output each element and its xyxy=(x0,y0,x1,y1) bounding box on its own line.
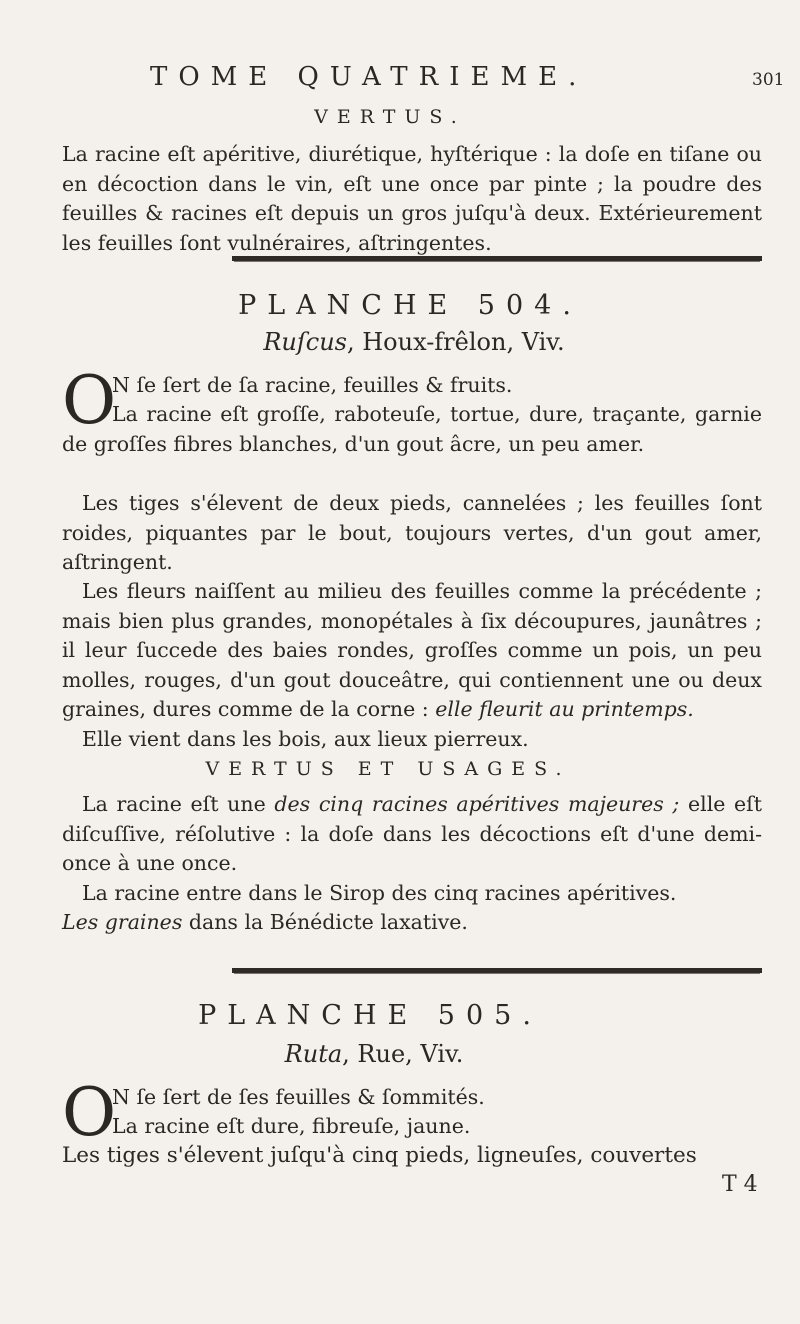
plate-504-virtue-2: La racine entre dans le Sirop des cinq racines apéritives. xyxy=(82,881,677,905)
plate-505-common-name: , Rue, Viv. xyxy=(342,1040,464,1068)
section-heading-vertus: VERTUS. xyxy=(314,106,466,128)
plate-504-first-line: N ſe ſert de ſa racine, feuilles & fruits. xyxy=(112,373,513,397)
plate-504-virtues-heading: VERTUS ET USAGES. xyxy=(205,758,571,780)
plate-504-flowers-text: Les fleurs naiſſent au milieu des feuilles comme la précédente ; mais bien plus grandes, monopétales à ſix découpures, jaunâtres ; il leur ſuccede des baies rondes, groſſes comme un pois, un peu molles, rouges, d'un gout douceâtre, qui contiennent une ou deux graines, dures comme de la corne : xyxy=(62,579,762,721)
plate-504-name xyxy=(14,328,800,356)
plate-504-virtue-3-italic: Les graines xyxy=(62,910,183,934)
intro-paragraph: La racine eſt apéritive, diurétique, hyſtérique : la doſe en tiſane ou en décoction dans le vin, eſt une once par pinte ; la poudre des feuilles & racines eſt depuis un gros juſqu'à deux. Extérieurement les feuilles ſont vulnéraires, aſtringentes. xyxy=(62,142,762,255)
plate-504-habitat: Elle vient dans les bois, aux lieux pierreux. xyxy=(82,727,529,751)
plate-504-virtue-1-b: elle eſt diſcuſſive, réſolutive : la doſe dans les décoctions eſt d'une demi-once à une once. xyxy=(62,792,762,875)
plate-504-root-paragraph: La racine eſt groſſe, raboteuſe, tortue, dure, traçante, garnie de groſſes fibres blanches, d'un gout âcre, un peu amer. xyxy=(62,402,762,456)
plate-504-virtue-1-a: La racine eſt une xyxy=(82,792,266,816)
divider-rule-2 xyxy=(232,968,762,973)
plate-505-title: PLANCHE 505. xyxy=(198,1000,542,1031)
page-number: 301 xyxy=(752,70,785,90)
plate-504-flowers-paragraph xyxy=(62,577,762,725)
plate-505-name xyxy=(0,1040,774,1068)
plate-504-virtue-3-b: dans la Bénédicte laxative. xyxy=(188,910,468,934)
divider-rule xyxy=(232,256,762,261)
plate-505-dropcap: O xyxy=(62,1074,117,1151)
signature-mark: T 4 xyxy=(722,1172,758,1197)
plate-505-second-line: La racine eſt dure, fibreuſe, jaune. xyxy=(112,1114,471,1138)
plate-504-latin-name: Ruſcus xyxy=(263,328,347,356)
plate-504-virtue-1-italic: des cinq racines apéritives majeures ; xyxy=(274,792,680,816)
plate-504-common-name: , Houx-frêlon, Viv. xyxy=(346,328,565,356)
plate-504-virtue-3 xyxy=(62,908,762,938)
plate-505-latin-name: Ruta xyxy=(284,1040,343,1068)
plate-505-stems-line: Les tiges s'élevent juſqu'à cinq pieds, ligneuſes, couvertes xyxy=(62,1143,697,1168)
plate-504-flowering-note: elle fleurit au printemps. xyxy=(435,697,694,721)
plate-504-dropcap: O xyxy=(62,362,117,439)
running-title: TOME QUATRIEME. xyxy=(150,62,588,92)
plate-504-title: PLANCHE 504. xyxy=(238,290,582,321)
plate-504-stems-paragraph: Les tiges s'élevent de deux pieds, cannelées ; les feuilles ſont roides, piquantes par le bout, toujours vertes, d'un gout amer, aſtringent. xyxy=(62,491,762,574)
plate-504-virtue-1 xyxy=(62,790,762,879)
plate-505-first-line: N ſe ſert de ſes feuilles & ſommités. xyxy=(112,1085,485,1109)
